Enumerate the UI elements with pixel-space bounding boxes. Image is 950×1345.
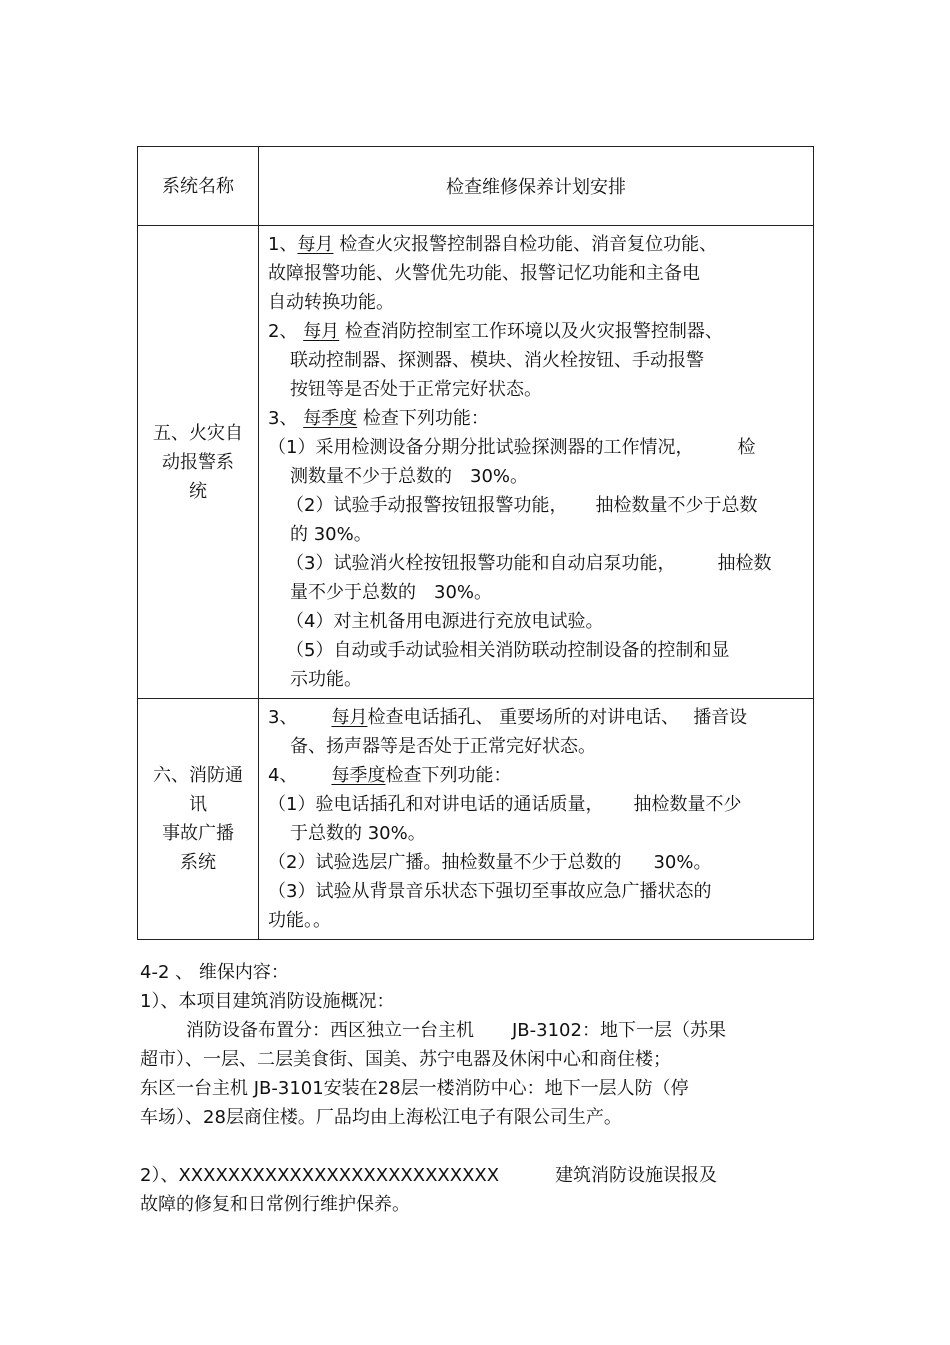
plan-line: （1）采用检测设备分期分批试验探测器的工作情况， 检 (268, 437, 756, 458)
plan-line (268, 404, 807, 433)
paragraph: 超市）、一层、二层美食街、国美、苏宁电器及休闲中心和商住楼； (140, 1049, 671, 1070)
plan-line: 于总数的 30%。 (290, 823, 426, 844)
paragraph: 故障的修复和日常例行维护保养。 (140, 1194, 410, 1215)
header-plan: 检查维修保养计划安排 (259, 147, 814, 226)
system-name-line: 事故广播 (162, 823, 234, 844)
plan-line: 测数量不少于总数的 30%。 (290, 466, 529, 487)
spacer (140, 1132, 726, 1161)
plan-line: 示功能。 (290, 669, 362, 690)
item-number: 3、 (268, 707, 298, 728)
paragraph: 车场）、28层商住楼。厂品均由上海松江电子有限公司生产。 (140, 1107, 622, 1128)
plan-line: （2）试验选层广播。抽检数量不少于总数的 30%。 (268, 852, 712, 873)
plan-line: 3、 每月检查电话插孔、 重要场所的对讲电话、 播音设 (268, 707, 748, 728)
section-heading: 4-2 、 维保内容： (140, 962, 289, 983)
plan-line: （3）试验消火栓按钮报警功能和自动启泵功能， 抽检数 (286, 553, 772, 574)
item-text: 检查下列功能： (362, 408, 489, 429)
paragraph: 消防设备布置分：西区独立一台主机 JB-3102：地下一层（苏果 (186, 1020, 726, 1041)
item-number: 2、 (268, 321, 298, 342)
plan-cell (259, 226, 814, 699)
frequency-label: 每月 (297, 234, 334, 255)
system-name-line: 五、火灾自 (153, 422, 243, 444)
table-row (138, 699, 814, 940)
item-number: 4、 (268, 765, 298, 786)
item-text: 检查消防控制室工作环境以及火灾报警控制器、 (344, 321, 723, 342)
plan-line: （3）试验从背景音乐状态下强切至事故应急广播状态的 (268, 881, 712, 902)
paragraph: 2）、XXXXXXXXXXXXXXXXXXXXXXXXXX 建筑消防设施误报及 (140, 1165, 718, 1186)
plan-line: 故障报警功能、火警优先功能、报警记忆功能和主备电 (268, 263, 700, 284)
table-header-row (138, 147, 814, 226)
system-name-cell (138, 226, 259, 699)
maintenance-plan-table (137, 146, 814, 940)
frequency-label: 每季度 (303, 408, 358, 429)
frequency-label: 每季度 (331, 765, 386, 786)
maintenance-content-section (140, 958, 726, 1219)
plan-line (268, 230, 807, 259)
plan-cell (259, 699, 814, 940)
frequency-label: 每月 (303, 321, 340, 342)
plan-line: （1）验电话插孔和对讲电话的通话质量， 抽检数量不少 (268, 794, 742, 815)
plan-line: 自动转换功能。 (268, 292, 394, 313)
plan-line: 按钮等是否处于正常完好状态。 (290, 379, 542, 400)
plan-line: （5）自动或手动试验相关消防联动控制设备的控制和显 (286, 640, 730, 661)
plan-line: （4）对主机备用电源进行充放电试验。 (286, 611, 604, 632)
system-name-line: 统 (189, 480, 207, 502)
item-number: 3、 (268, 408, 298, 429)
system-name-line: 动报警系 (162, 451, 234, 473)
paragraph: 1）、本项目建筑消防设施概况： (140, 991, 395, 1012)
plan-line: 4、 每季度检查下列功能： (268, 765, 512, 786)
paragraph: 东区一台主机 JB-3101安装在28层一楼消防中心：地下一层人防（停 (140, 1078, 689, 1099)
plan-line: 联动控制器、探测器、模块、消火栓按钮、手动报警 (290, 350, 704, 371)
system-name-line: 系统 (180, 852, 216, 873)
plan-line: （2）试验手动报警按钮报警功能， 抽检数量不少于总数 (286, 495, 758, 516)
system-name-line: 六、消防通 (153, 765, 243, 786)
plan-line: 量不少于总数的 30%。 (290, 582, 493, 603)
plan-line: 的 30%。 (290, 524, 372, 545)
system-name-cell (138, 699, 259, 940)
plan-line: 功能。。 (268, 910, 331, 931)
header-system-name: 系统名称 (138, 147, 259, 226)
frequency-label: 每月 (331, 707, 368, 728)
plan-line: 备、扬声器等是否处于正常完好状态。 (290, 736, 596, 757)
plan-line (268, 317, 807, 346)
item-text: 检查火灾报警控制器自检功能、消音复位功能、 (339, 234, 718, 255)
table-row (138, 226, 814, 699)
system-name-line: 讯 (189, 794, 207, 815)
item-number: 1、 (268, 234, 298, 255)
